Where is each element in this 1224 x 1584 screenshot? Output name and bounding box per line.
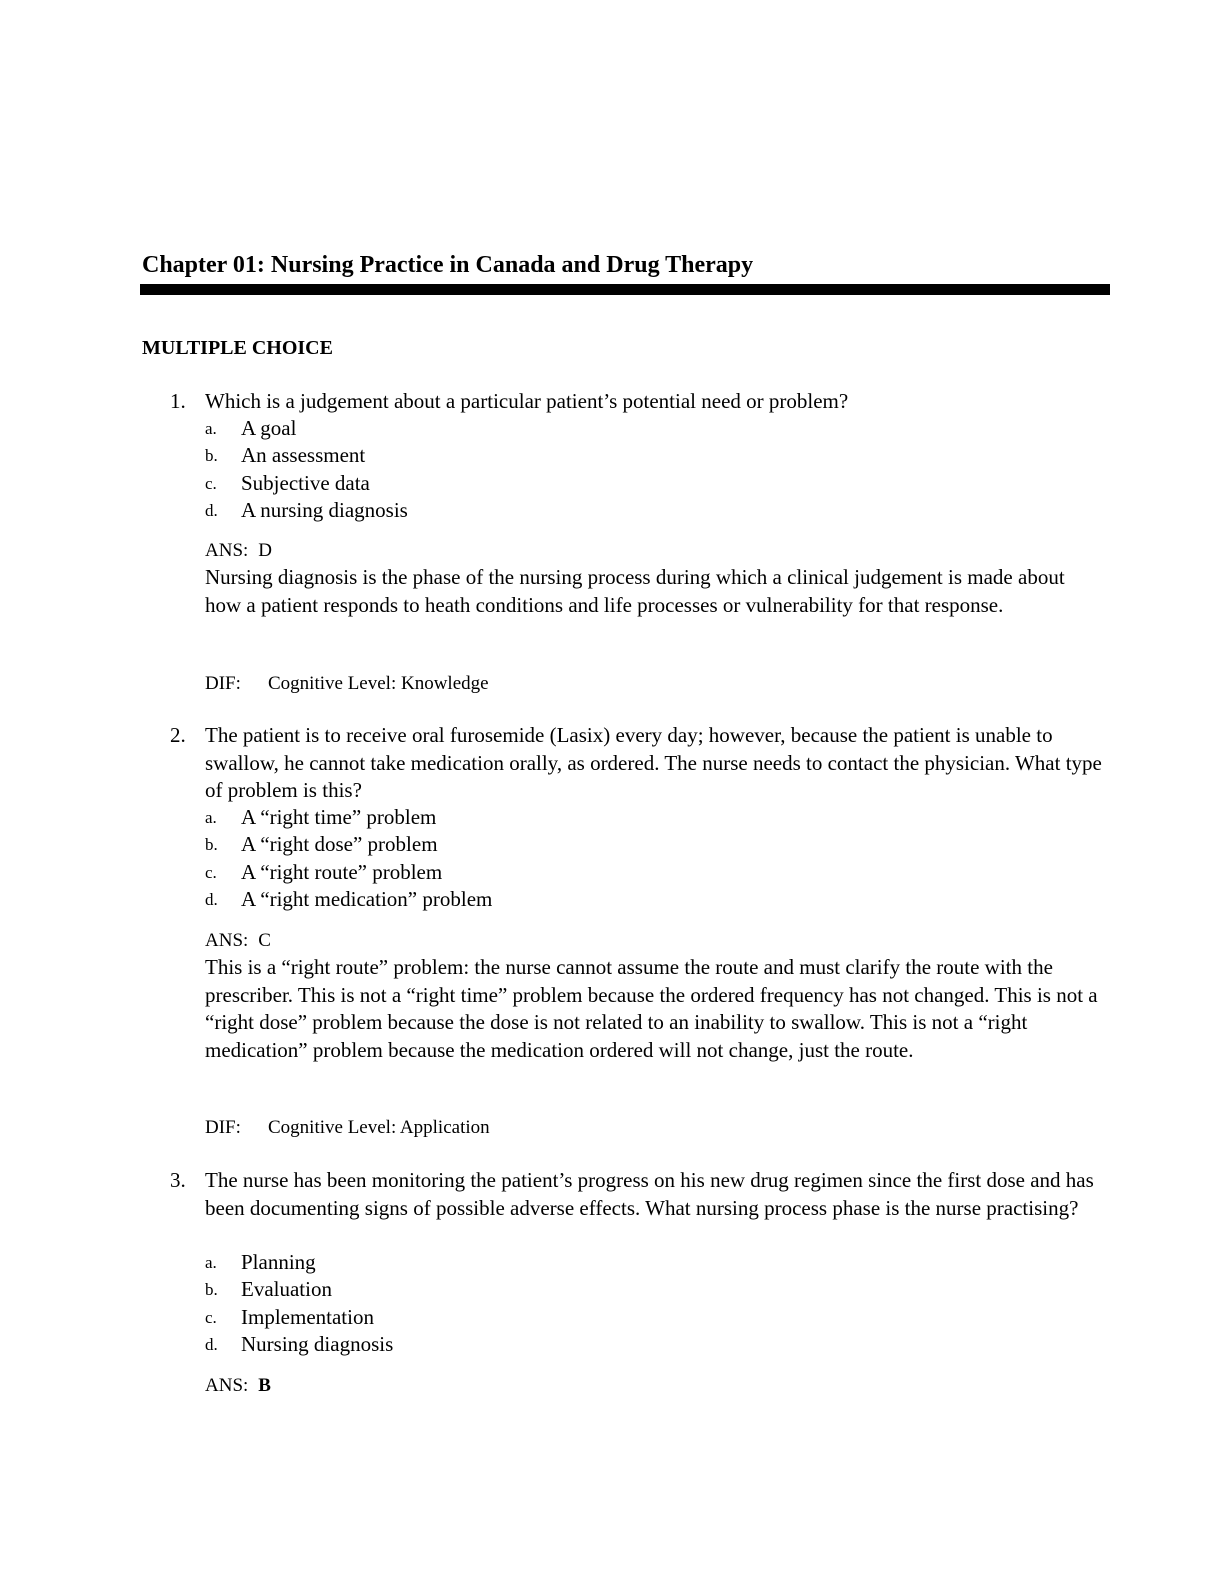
- difficulty-line: [205, 672, 489, 696]
- answer-value: D: [258, 540, 273, 561]
- option-letter: c.: [205, 862, 217, 882]
- option-letter: c.: [205, 473, 217, 493]
- answer-label: ANS:: [205, 1375, 249, 1396]
- option-text: Evaluation: [241, 1277, 332, 1302]
- answer-line: [205, 539, 272, 563]
- section-heading: MULTIPLE CHOICE: [142, 337, 333, 359]
- answer-value: C: [258, 930, 271, 951]
- answer-value: B: [258, 1375, 271, 1396]
- option-letter: a.: [205, 1253, 217, 1272]
- option-letter: b.: [205, 1280, 218, 1300]
- option-letter: a.: [205, 808, 217, 827]
- option-text: A “right dose” problem: [241, 832, 438, 857]
- option-text: Subjective data: [241, 470, 370, 495]
- chapter-title: Chapter 01: Nursing Practice in Canada and Drug Therapy: [142, 252, 754, 278]
- option-text: Implementation: [241, 1304, 374, 1329]
- difficulty-line: [205, 1116, 490, 1140]
- question-text: Which is a judgement about a particular patient’s potential need or problem?: [205, 389, 849, 413]
- answer-line: [205, 929, 271, 953]
- option-letter: c.: [205, 1307, 217, 1327]
- option-text: A “right medication” problem: [241, 886, 493, 911]
- difficulty-label: DIF:: [205, 1117, 241, 1138]
- option-letter: d.: [205, 500, 218, 520]
- option-letter: b.: [205, 835, 218, 855]
- difficulty-value: Cognitive Level: Knowledge: [268, 673, 489, 694]
- difficulty-label: DIF:: [205, 673, 241, 694]
- question-number: 1.: [170, 389, 186, 413]
- option-letter: a.: [205, 419, 217, 438]
- option-text: A goal: [241, 416, 297, 440]
- option-letter: d.: [205, 1334, 218, 1354]
- answer-label: ANS:: [205, 540, 249, 561]
- question-text: The nurse has been monitoring the patient’s progress on his new drug regimen since the first dose and has been documenting signs of possible adverse effects. What nursing process phase is the nurse practising?: [205, 1168, 1094, 1220]
- option-letter: d.: [205, 889, 218, 909]
- answer-line: [205, 1374, 271, 1398]
- option-text: A “right route” problem: [241, 859, 443, 884]
- rationale: This is a “right route” problem: the nurse cannot assume the route and must clarify the route with the prescriber. This is not a “right time” problem because the ordered frequency has not changed. This is not a “right dose” problem because the dose is not related to an inability to swallow. This is not a “right medication” problem because the medication ordered will not change, just the route.: [205, 955, 1098, 1062]
- question-number: 3.: [170, 1168, 186, 1192]
- option-text: Nursing diagnosis: [241, 1331, 394, 1356]
- option-text: An assessment: [241, 443, 366, 468]
- answer-label: ANS:: [205, 930, 249, 951]
- option-text: A nursing diagnosis: [241, 497, 408, 522]
- option-text: A “right time” problem: [241, 805, 437, 829]
- question-text: The patient is to receive oral furosemide (Lasix) every day; however, because the patient is unable to swallow, he cannot take medication orally, as ordered. The nurse needs to contact the physician. What type of problem is this?: [205, 723, 1102, 802]
- option-letter: b.: [205, 446, 218, 466]
- title-rule: [140, 284, 1110, 295]
- rationale: Nursing diagnosis is the phase of the nursing process during which a clinical judgement is made about how a patient responds to heath conditions and life processes or vulnerability for that response.: [205, 565, 1065, 617]
- option-text: Planning: [241, 1250, 316, 1274]
- question-number: 2.: [170, 723, 186, 747]
- difficulty-value: Cognitive Level: Application: [268, 1117, 490, 1138]
